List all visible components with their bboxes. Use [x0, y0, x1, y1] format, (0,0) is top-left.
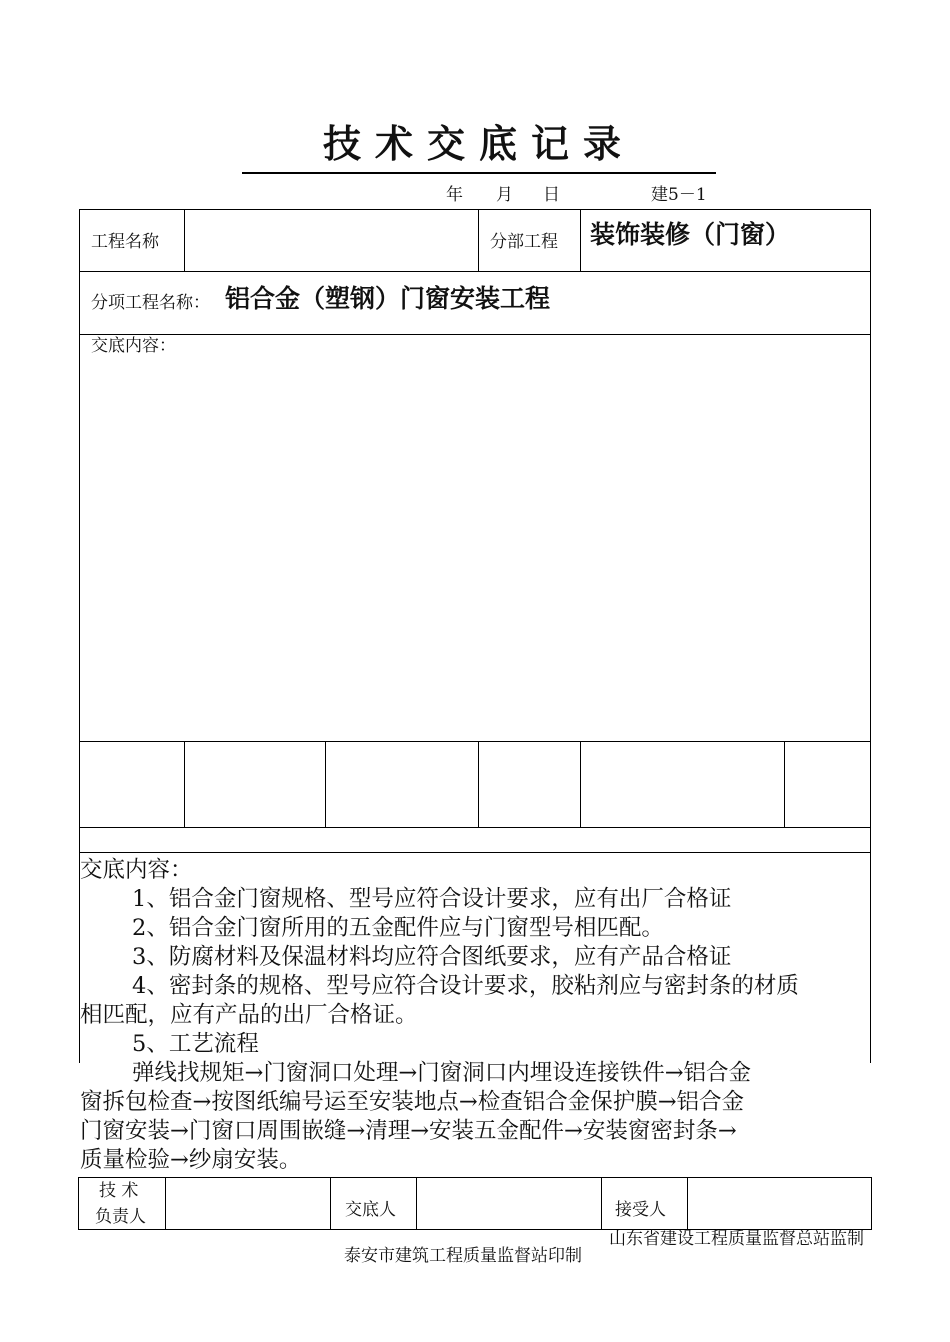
- content-block: [80, 856, 880, 1175]
- content-label: 交底内容：: [91, 336, 176, 356]
- table-divider: [184, 209, 185, 271]
- handover-label: 交底人: [345, 1200, 396, 1220]
- table-divider: [478, 741, 479, 827]
- table-border-top: [79, 209, 871, 210]
- table-border-top: [78, 1177, 872, 1178]
- date-day-label: 日: [543, 185, 560, 205]
- content-paragraph: 3、防腐材料及保温材料均应符合图纸要求，应有产品合格证: [132, 944, 732, 970]
- item-name-value: 铝合金（塑钢）门窗安装工程: [225, 284, 551, 313]
- content-paragraph: 相匹配，应有产品的出厂合格证。: [80, 1002, 418, 1028]
- sub-project-label: 分部工程: [490, 232, 558, 252]
- item-name-label: 分项工程名称：: [91, 293, 210, 313]
- date-month-label: 月: [496, 185, 513, 205]
- footer-printed-by: 泰安市建筑工程质量监督站印制: [344, 1246, 582, 1266]
- content-paragraph: 弹线找规矩→门窗洞口处理→门窗洞口内埋设连接铁件→铝合金: [132, 1060, 752, 1086]
- content-paragraph: 1、铝合金门窗规格、型号应符合设计要求，应有出厂合格证: [132, 886, 732, 912]
- table-rule: [79, 741, 871, 742]
- table-divider: [478, 209, 479, 271]
- table-divider: [601, 1177, 602, 1229]
- content-paragraph: 质量检验→纱扇安装。: [80, 1147, 302, 1173]
- content-paragraph: 2、铝合金门窗所用的五金配件应与门窗型号相匹配。: [132, 915, 664, 941]
- footer-supervised-by: 山东省建设工程质量监督总站监制: [609, 1229, 864, 1249]
- table-divider: [325, 741, 326, 827]
- table-divider: [687, 1177, 688, 1229]
- title-underline: [242, 172, 716, 174]
- content-heading: 交底内容：: [80, 857, 193, 883]
- sub-project-value: 装饰装修（门窗）: [590, 220, 791, 249]
- tech-head-label-line1: 技 术: [99, 1181, 139, 1201]
- table-divider: [165, 1177, 166, 1229]
- receiver-label: 接受人: [615, 1200, 666, 1220]
- table-divider: [580, 741, 581, 827]
- content-paragraph: 4、密封条的规格、型号应符合设计要求，胶粘剂应与密封条的材质: [132, 973, 799, 999]
- table-border-left: [78, 1177, 79, 1229]
- table-divider: [416, 1177, 417, 1229]
- table-divider: [330, 1177, 331, 1229]
- table-divider: [580, 209, 581, 271]
- date-year-label: 年: [446, 185, 463, 205]
- table-divider: [184, 741, 185, 827]
- table-divider: [784, 741, 785, 827]
- table-border-right: [871, 1177, 872, 1229]
- table-rule: [79, 827, 871, 828]
- content-paragraph: 窗拆包检查→按图纸编号运至安装地点→检查铝合金保护膜→铝合金: [80, 1089, 745, 1115]
- table-rule: [79, 334, 871, 335]
- content-paragraph: 5、工艺流程: [132, 1031, 259, 1057]
- table-rule: [79, 271, 871, 272]
- form-code: 建5－1: [651, 185, 707, 205]
- project-name-label: 工程名称: [91, 232, 159, 252]
- page-title: 技术交底记录: [322, 121, 635, 166]
- table-rule: [79, 852, 871, 853]
- content-paragraph: 门窗安装→门窗口周围嵌缝→清理→安装五金配件→安装窗密封条→: [80, 1118, 737, 1144]
- tech-head-label-line2: 负责人: [95, 1207, 146, 1227]
